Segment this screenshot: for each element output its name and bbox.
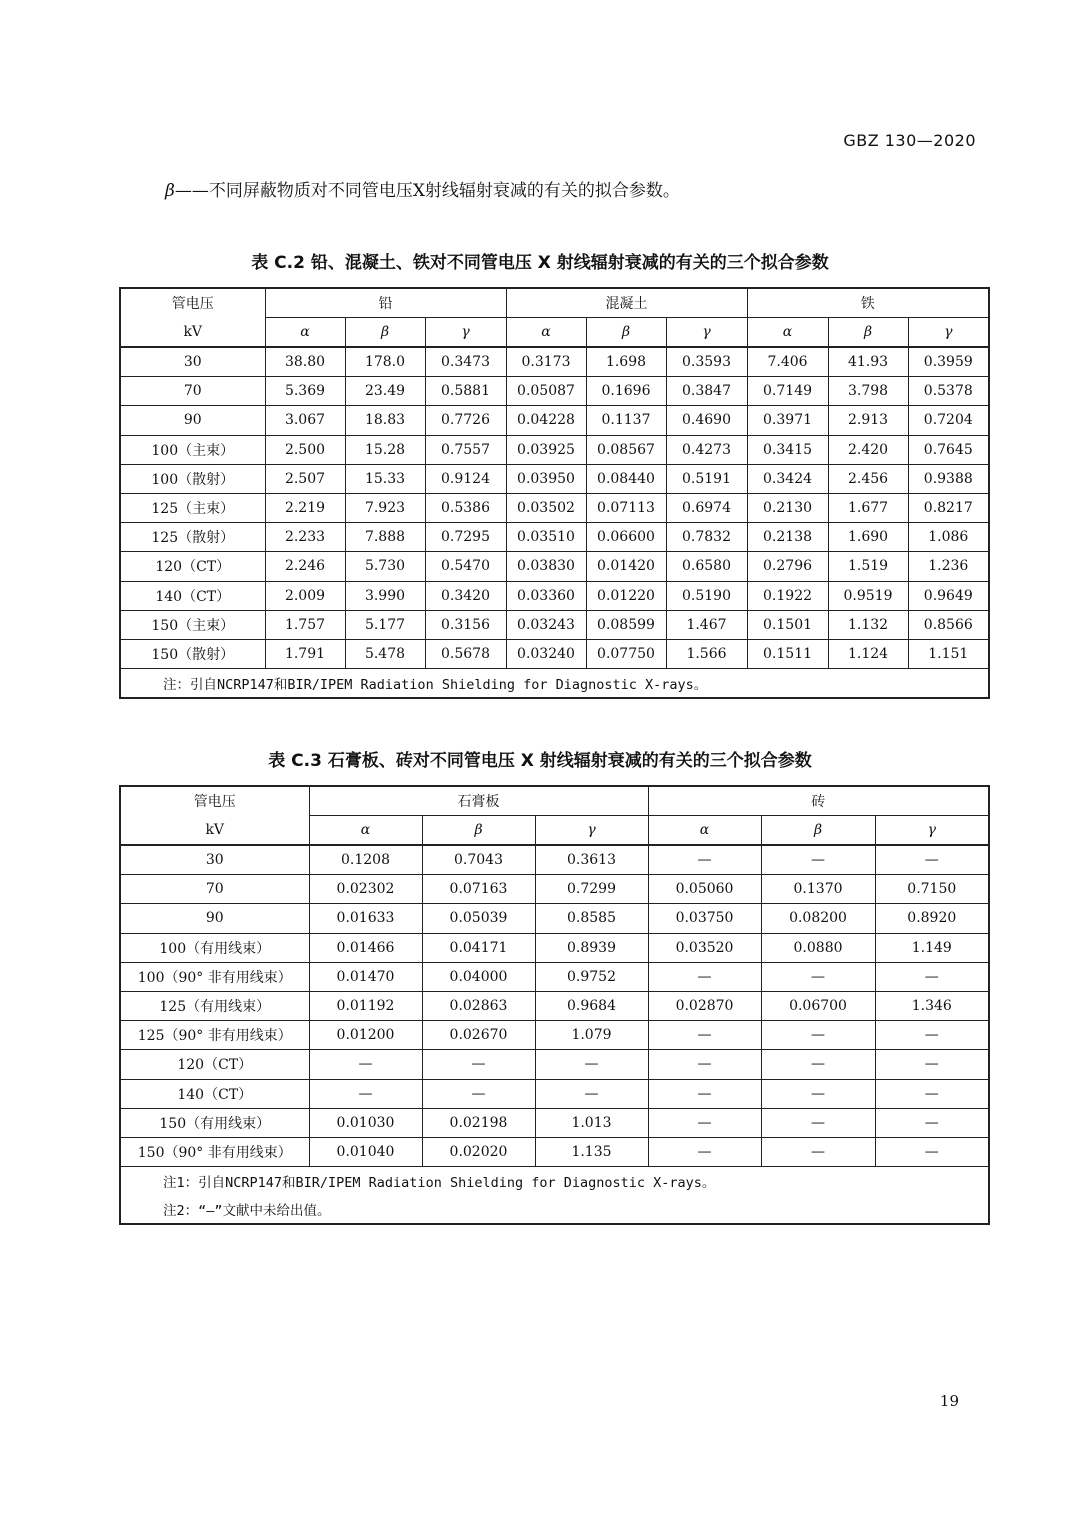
value-cell: 1.132 [828,610,908,639]
value-cell: 0.5386 [425,493,506,522]
table-row [120,347,989,377]
param-beta: β [345,318,425,348]
value-cell: 0.01633 [309,904,422,933]
value-cell: 0.7043 [422,845,535,875]
param-beta: β [422,816,535,846]
voltage-cell: 120（CT） [120,552,265,581]
param-beta: β [828,318,908,348]
value-cell: 0.6580 [666,552,747,581]
material-header-brick: 砖 [648,786,989,816]
value-cell: 0.7726 [425,406,506,435]
value-cell: 0.08567 [586,435,666,464]
column-header-unit: kV [120,318,265,348]
table-note: 注：引自NCRP147和BIR/IPEM Radiation Shielding for Diagnostic X-rays。 [120,669,989,699]
value-cell: 2.233 [265,523,345,552]
value-cell: 0.07113 [586,493,666,522]
value-cell: — [648,1108,761,1137]
value-cell: 0.9649 [908,581,989,610]
value-cell: 5.478 [345,639,425,668]
table-header-row [120,786,989,816]
table-row [120,552,989,581]
value-cell: 18.83 [345,406,425,435]
value-cell: 0.2130 [747,493,828,522]
value-cell: 0.2796 [747,552,828,581]
value-cell: 15.33 [345,464,425,493]
value-cell: — [648,845,761,875]
param-beta: β [586,318,666,348]
table-row [120,581,989,610]
value-cell: 7.888 [345,523,425,552]
value-cell: — [648,962,761,991]
value-cell: — [875,962,989,991]
value-cell: 0.02020 [422,1137,535,1166]
value-cell: — [535,1050,648,1079]
value-cell: 1.519 [828,552,908,581]
value-cell: — [648,1079,761,1108]
value-cell: 1.135 [535,1137,648,1166]
value-cell: 0.1501 [747,610,828,639]
value-cell: 0.07163 [422,875,535,904]
value-cell: 0.0880 [761,933,875,962]
value-cell: 1.346 [875,991,989,1020]
value-cell: — [875,1108,989,1137]
value-cell: 0.02198 [422,1108,535,1137]
value-cell: 0.3473 [425,347,506,377]
value-cell: 1.013 [535,1108,648,1137]
voltage-cell: 30 [120,347,265,377]
value-cell: 0.05087 [506,377,586,406]
value-cell: 0.08440 [586,464,666,493]
param-gamma: γ [535,816,648,846]
value-cell: 0.7150 [875,875,989,904]
value-cell: — [422,1050,535,1079]
value-cell: 0.9752 [535,962,648,991]
value-cell: 0.7645 [908,435,989,464]
table-row [120,1050,989,1079]
table-row [120,904,989,933]
value-cell: 0.04228 [506,406,586,435]
table-row [120,875,989,904]
table-row [120,523,989,552]
value-cell: 0.5190 [666,581,747,610]
voltage-cell: 30 [120,845,309,875]
value-cell: 7.923 [345,493,425,522]
param-alpha: α [265,318,345,348]
value-cell: 0.08599 [586,610,666,639]
material-header-lead: 铅 [265,288,506,318]
value-cell: 0.03950 [506,464,586,493]
value-cell: 0.1922 [747,581,828,610]
value-cell: 2.246 [265,552,345,581]
value-cell: 0.01220 [586,581,666,610]
value-cell: 0.01466 [309,933,422,962]
value-cell: 3.990 [345,581,425,610]
value-cell: 0.08200 [761,904,875,933]
value-cell: 0.8585 [535,904,648,933]
beta-symbol: β [165,181,175,201]
value-cell: 0.02302 [309,875,422,904]
value-cell: 3.798 [828,377,908,406]
value-cell: 0.9388 [908,464,989,493]
voltage-cell: 90 [120,406,265,435]
table-note-1: 注1：引自NCRP147和BIR/IPEM Radiation Shielding for Diagnostic X-rays。 [120,1167,989,1196]
value-cell: 0.1511 [747,639,828,668]
value-cell: 2.913 [828,406,908,435]
value-cell: — [648,1137,761,1166]
table-c3 [119,785,990,1225]
value-cell: — [761,1079,875,1108]
value-cell: — [761,962,875,991]
value-cell: 5.177 [345,610,425,639]
value-cell: 0.06600 [586,523,666,552]
value-cell: 0.1696 [586,377,666,406]
voltage-cell: 70 [120,377,265,406]
value-cell: 15.28 [345,435,425,464]
value-cell: 0.7832 [666,523,747,552]
value-cell: 0.8566 [908,610,989,639]
value-cell: 1.757 [265,610,345,639]
value-cell: 0.01030 [309,1108,422,1137]
value-cell: 2.507 [265,464,345,493]
param-gamma: γ [908,318,989,348]
value-cell: 0.3959 [908,347,989,377]
table-note-2: 注2：“—”文献中未给出值。 [120,1195,989,1224]
table-row [120,610,989,639]
value-cell: 1.677 [828,493,908,522]
value-cell: 1.151 [908,639,989,668]
table-subheader-row [120,816,989,846]
table-row [120,991,989,1020]
table-row [120,845,989,875]
table-c2 [119,287,990,699]
value-cell: 0.01200 [309,1021,422,1050]
param-gamma: γ [425,318,506,348]
voltage-cell: 125（主束） [120,493,265,522]
value-cell: — [875,1021,989,1050]
value-cell: 0.5378 [908,377,989,406]
value-cell: 0.01040 [309,1137,422,1166]
value-cell: 1.690 [828,523,908,552]
document-code: GBZ 130—2020 [843,131,976,150]
value-cell: 1.236 [908,552,989,581]
value-cell: 0.06700 [761,991,875,1020]
voltage-cell: 100（主束） [120,435,265,464]
value-cell: — [422,1079,535,1108]
value-cell: 0.4273 [666,435,747,464]
value-cell: 0.3593 [666,347,747,377]
value-cell: 0.1137 [586,406,666,435]
value-cell: 23.49 [345,377,425,406]
value-cell: — [648,1021,761,1050]
value-cell: 0.3847 [666,377,747,406]
voltage-cell: 125（有用线束） [120,991,309,1020]
value-cell: 0.03510 [506,523,586,552]
value-cell: 0.02670 [422,1021,535,1050]
value-cell: — [761,1137,875,1166]
voltage-cell: 150（主束） [120,610,265,639]
value-cell: 0.04171 [422,933,535,962]
column-header-voltage: 管电压 [120,786,309,816]
value-cell: 0.5470 [425,552,506,581]
column-header-unit: kV [120,816,309,846]
value-cell: 0.04000 [422,962,535,991]
value-cell: 0.5191 [666,464,747,493]
value-cell: 1.791 [265,639,345,668]
value-cell: 2.219 [265,493,345,522]
material-header-iron: 铁 [747,288,989,318]
table-row [120,1079,989,1108]
table-c3-caption: 表 C.3 石膏板、砖对不同管电压 X 射线辐射衰减的有关的三个拟合参数 [268,751,812,771]
value-cell: 0.5881 [425,377,506,406]
value-cell: 0.05039 [422,904,535,933]
table-row [120,435,989,464]
voltage-cell: 100（90° 非有用线束） [120,962,309,991]
value-cell: — [761,1108,875,1137]
value-cell: 0.3613 [535,845,648,875]
voltage-cell: 70 [120,875,309,904]
value-cell: 0.8939 [535,933,648,962]
table-row [120,493,989,522]
value-cell: 1.698 [586,347,666,377]
param-alpha: α [506,318,586,348]
value-cell: 0.1208 [309,845,422,875]
value-cell: — [648,1050,761,1079]
value-cell: 0.3173 [506,347,586,377]
param-gamma: γ [875,816,989,846]
voltage-cell: 90 [120,904,309,933]
value-cell: 0.01192 [309,991,422,1020]
value-cell: 0.7295 [425,523,506,552]
table-c2-caption: 表 C.2 铅、混凝土、铁对不同管电压 X 射线辐射衰减的有关的三个拟合参数 [251,253,829,273]
intro-text: ——不同屏蔽物质对不同管电压X射线辐射衰减的有关的拟合参数。 [174,181,680,201]
value-cell: 0.3420 [425,581,506,610]
param-alpha: α [747,318,828,348]
value-cell: 0.7557 [425,435,506,464]
param-gamma: γ [666,318,747,348]
value-cell: 0.3415 [747,435,828,464]
param-alpha: α [648,816,761,846]
table-row [120,464,989,493]
value-cell: 5.369 [265,377,345,406]
value-cell: — [309,1079,422,1108]
value-cell: 0.7299 [535,875,648,904]
value-cell: 0.03243 [506,610,586,639]
value-cell: 0.5678 [425,639,506,668]
value-cell: 0.3971 [747,406,828,435]
voltage-cell: 140（CT） [120,1079,309,1108]
material-header-concrete: 混凝土 [506,288,747,318]
table-note-row [120,1195,989,1224]
table-row [120,933,989,962]
value-cell: 1.566 [666,639,747,668]
value-cell: 0.8920 [875,904,989,933]
value-cell: 7.406 [747,347,828,377]
table-note-row [120,1167,989,1196]
voltage-cell: 140（CT） [120,581,265,610]
value-cell: 0.7204 [908,406,989,435]
page-number: 19 [939,1392,959,1410]
value-cell: 0.3424 [747,464,828,493]
value-cell: 0.05060 [648,875,761,904]
value-cell: 0.01420 [586,552,666,581]
voltage-cell: 150（有用线束） [120,1108,309,1137]
value-cell: 178.0 [345,347,425,377]
table-header-row [120,288,989,318]
value-cell: 0.03502 [506,493,586,522]
value-cell: 1.124 [828,639,908,668]
value-cell: — [761,845,875,875]
value-cell: 2.456 [828,464,908,493]
value-cell: 41.93 [828,347,908,377]
value-cell: 1.079 [535,1021,648,1050]
value-cell: 38.80 [265,347,345,377]
table-note-row [120,669,989,699]
voltage-cell: 120（CT） [120,1050,309,1079]
value-cell: 2.500 [265,435,345,464]
value-cell: 0.7149 [747,377,828,406]
voltage-cell: 100（散射） [120,464,265,493]
value-cell: — [875,1079,989,1108]
param-beta: β [761,816,875,846]
value-cell: 2.420 [828,435,908,464]
table-row [120,1108,989,1137]
voltage-cell: 100（有用线束） [120,933,309,962]
table-row [120,1137,989,1166]
material-header-gypsum: 石膏板 [309,786,648,816]
intro-paragraph [165,176,680,201]
value-cell: 0.01470 [309,962,422,991]
value-cell: 0.3156 [425,610,506,639]
table-row [120,639,989,668]
value-cell: — [875,1050,989,1079]
value-cell: 1.149 [875,933,989,962]
value-cell: 1.086 [908,523,989,552]
voltage-cell: 125（散射） [120,523,265,552]
table-row [120,1021,989,1050]
value-cell: 0.2138 [747,523,828,552]
table-row [120,406,989,435]
value-cell: 0.4690 [666,406,747,435]
value-cell: 0.9124 [425,464,506,493]
value-cell: 0.03830 [506,552,586,581]
value-cell: 1.467 [666,610,747,639]
value-cell: 0.8217 [908,493,989,522]
value-cell: 5.730 [345,552,425,581]
column-header-voltage: 管电压 [120,288,265,318]
value-cell: — [875,845,989,875]
voltage-cell: 150（90° 非有用线束） [120,1137,309,1166]
param-alpha: α [309,816,422,846]
table-row [120,962,989,991]
value-cell: 0.03360 [506,581,586,610]
value-cell: 0.02863 [422,991,535,1020]
value-cell: 0.9519 [828,581,908,610]
value-cell: 0.6974 [666,493,747,522]
value-cell: 0.03750 [648,904,761,933]
value-cell: 0.03925 [506,435,586,464]
value-cell: — [761,1021,875,1050]
value-cell: 0.1370 [761,875,875,904]
value-cell: 0.02870 [648,991,761,1020]
value-cell: 2.009 [265,581,345,610]
value-cell: 3.067 [265,406,345,435]
value-cell: 0.03520 [648,933,761,962]
value-cell: 0.9684 [535,991,648,1020]
value-cell: — [761,1050,875,1079]
table-row [120,377,989,406]
voltage-cell: 150（散射） [120,639,265,668]
value-cell: — [535,1079,648,1108]
table-subheader-row [120,318,989,348]
value-cell: — [875,1137,989,1166]
value-cell: — [309,1050,422,1079]
value-cell: 0.07750 [586,639,666,668]
voltage-cell: 125（90° 非有用线束） [120,1021,309,1050]
value-cell: 0.03240 [506,639,586,668]
